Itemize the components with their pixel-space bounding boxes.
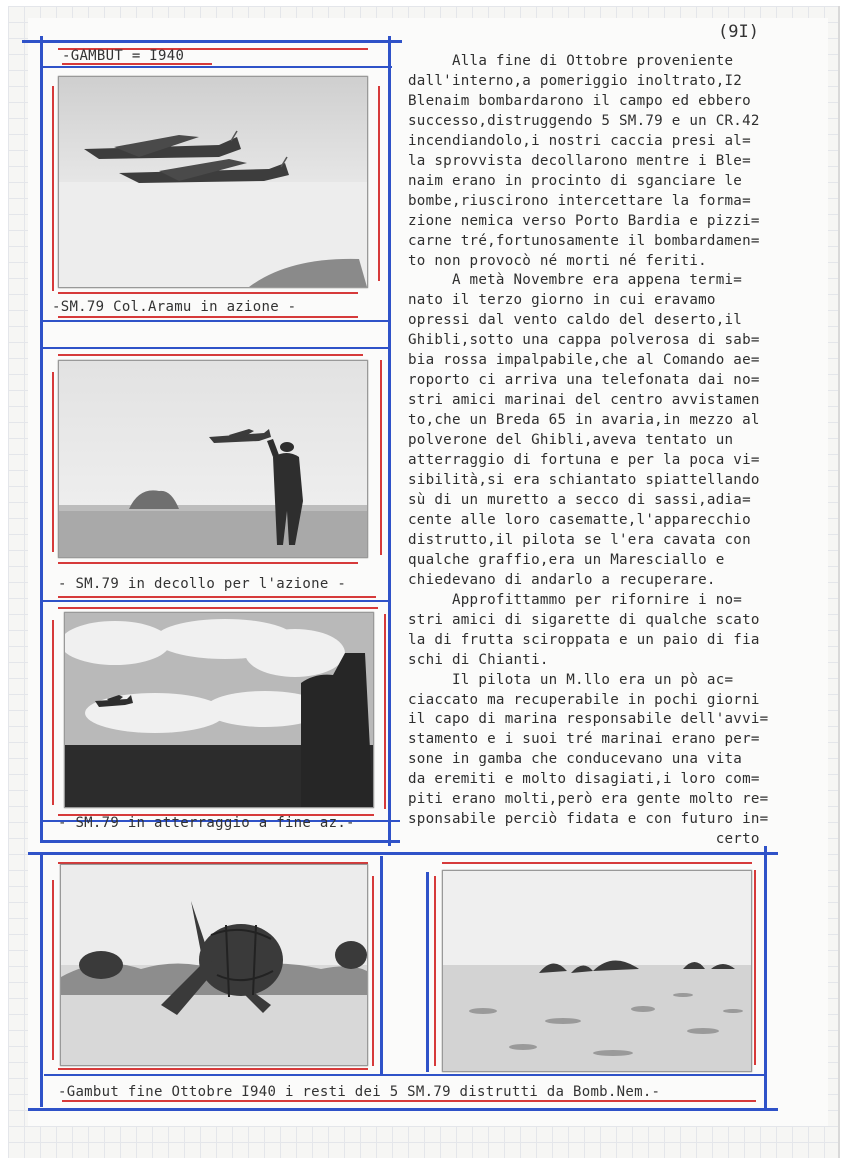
- text-line: A metà Novembre era appena termi=: [408, 272, 743, 289]
- text-line: cente alle loro casematte,l'apparecchio: [408, 511, 751, 528]
- photo-landing: [64, 612, 374, 808]
- desert-debris-image: [443, 871, 751, 1071]
- text-line: polverone del Ghibli,aveva tentato un: [408, 432, 734, 449]
- photo3-caption: - SM.79 in atterraggio a fine az.-: [58, 815, 355, 831]
- red-line-p3-top: [58, 607, 378, 609]
- text-line: il capo di marina responsabile dell'avvi=: [408, 711, 769, 728]
- red-line-p2-bottom: [58, 562, 358, 564]
- red-underline-bottom-caption: [62, 1100, 756, 1102]
- photo2-caption: - SM.79 in decollo per l'azione -: [58, 576, 347, 592]
- text-line: schi di Chianti.: [408, 651, 549, 668]
- text-line: stamento e i suoi tré marinai erano per=: [408, 731, 760, 748]
- text-line: dall'interno,a pomeriggio inoltrato,I2: [408, 72, 743, 89]
- text-line: la sprovvista decollarono mentre i Ble=: [408, 152, 751, 169]
- frame-line-lower-mid-b: [426, 872, 429, 1072]
- text-line: to,che un Breda 65 in avaria,in mezzo al: [408, 412, 760, 429]
- red-line-p5-right: [754, 870, 756, 1065]
- frame-line-lower-right: [764, 846, 767, 1111]
- text-line: opressi dal vento caldo del deserto,il: [408, 312, 743, 329]
- text-line: bia rossa impalpabile,che al Comando ae=: [408, 352, 760, 369]
- red-line-p3-left: [52, 620, 54, 805]
- frame-line-lower-left: [40, 852, 43, 1107]
- frame-line-top: [22, 40, 402, 43]
- text-line: incendiandolo,i nostri caccia presi al=: [408, 132, 751, 149]
- text-line: da eremiti e molto disagiati,i loro com=: [408, 771, 760, 788]
- red-line-p2-right: [380, 360, 382, 555]
- frame-line-lower-top: [28, 852, 778, 855]
- red-line-p3-right: [384, 614, 386, 809]
- text-line: stri amici di sigarette di qualche scato: [408, 611, 760, 628]
- wreckage-image: [61, 865, 367, 1065]
- text-line: nato il terzo giorno in cui eravamo: [408, 292, 716, 309]
- red-line-p1-right: [378, 86, 380, 281]
- text-line: sù di un muretto a secco di sassi,adia=: [408, 491, 751, 508]
- text-line: sone in gamba che conducevano una vita: [408, 751, 743, 768]
- text-line: atterraggio di fortuna e per la poca vi=: [408, 452, 760, 469]
- landing-image: [65, 613, 373, 807]
- frame-divider-1: [40, 320, 390, 322]
- header-caption: -GAMBUT = I940: [62, 48, 185, 64]
- red-line-p4-left: [52, 880, 54, 1060]
- bottom-caption: -Gambut fine Ottobre I940 i resti dei 5 SM.79 distrutti da Bomb.Nem.-: [58, 1084, 661, 1100]
- red-underline-cap1: [58, 316, 358, 318]
- photo-desert-debris: [442, 870, 752, 1072]
- frame-line-lower-mid-a: [380, 856, 383, 1076]
- red-line-p1-left: [52, 86, 54, 291]
- text-line: certo: [408, 831, 760, 848]
- text-line: naim erano in procinto di sganciare le: [408, 172, 743, 189]
- text-line: distrutto,il pilota se l'era cavata con: [408, 531, 751, 548]
- photo-bombers-formation: [58, 76, 368, 288]
- text-line: bombe,riuscirono intercettare la forma=: [408, 192, 751, 209]
- text-line: Il pilota un M.llo era un pò ac=: [408, 671, 734, 688]
- text-line: Alla fine di Ottobre proveniente: [408, 53, 734, 69]
- red-line-p2-left: [52, 372, 54, 552]
- red-underline-cap2: [58, 596, 376, 598]
- text-line: chiedevano di andarlo a recuperare.: [408, 571, 716, 588]
- text-line: successo,distruggendo 5 SM.79 e un CR.42: [408, 112, 760, 129]
- bombers-formation-image: [59, 77, 367, 287]
- text-line: to non provocò né morti né feriti.: [408, 252, 707, 269]
- photo1-caption: -SM.79 Col.Aramu in azione -: [52, 299, 297, 315]
- red-line-p1-bottom: [58, 292, 358, 294]
- red-line-p2-top: [58, 354, 363, 356]
- text-line: sponsabile perciò fidata e con futuro in=: [408, 811, 769, 828]
- text-line: ciaccato ma recuperabile in pochi giorni: [408, 691, 760, 708]
- photo-takeoff: [58, 360, 368, 558]
- frame-divider-3: [40, 600, 390, 602]
- red-line-p5-left: [434, 876, 436, 1066]
- text-line: sibilità,si era schiantato spiattellando: [408, 472, 760, 489]
- page-number: (9I): [718, 22, 759, 42]
- text-line: roporto ci arriva una telefonata dai no=: [408, 372, 760, 389]
- red-line-p4-right: [372, 876, 374, 1066]
- text-line: la di frutta sciroppata e un paio di fia: [408, 631, 760, 648]
- takeoff-image: [59, 361, 367, 557]
- photo-wreckage: [60, 864, 368, 1066]
- frame-divider-2: [40, 347, 390, 349]
- text-line: Approfittammo per rifornire i no=: [408, 591, 743, 608]
- text-line: piti erano molti,però era gente molto re=: [408, 791, 769, 808]
- frame-divider-5: [40, 840, 400, 843]
- text-line: carne tré,fortunosamente il bombardamen=: [408, 232, 760, 249]
- text-line: Blenaim bombardarono il campo ed ebbero: [408, 92, 751, 109]
- frame-line-bottom: [28, 1108, 778, 1111]
- text-line: Ghibli,sotto una cappa polverosa di sab=: [408, 332, 760, 349]
- text-line: qualche graffio,era un Maresciallo e: [408, 551, 725, 568]
- red-line-p5-top: [442, 862, 752, 864]
- header-underline: [40, 66, 392, 68]
- red-line-p4-bottom: [58, 1068, 368, 1070]
- typed-narrative: [408, 52, 820, 850]
- frame-line-caption-top: [44, 1074, 764, 1076]
- text-line: stri amici marinai del centro avvistamen: [408, 392, 760, 409]
- text-line: zione nemica verso Porto Bardia e pizzi=: [408, 212, 760, 229]
- frame-line-left: [40, 36, 43, 841]
- frame-line-middle: [388, 36, 391, 846]
